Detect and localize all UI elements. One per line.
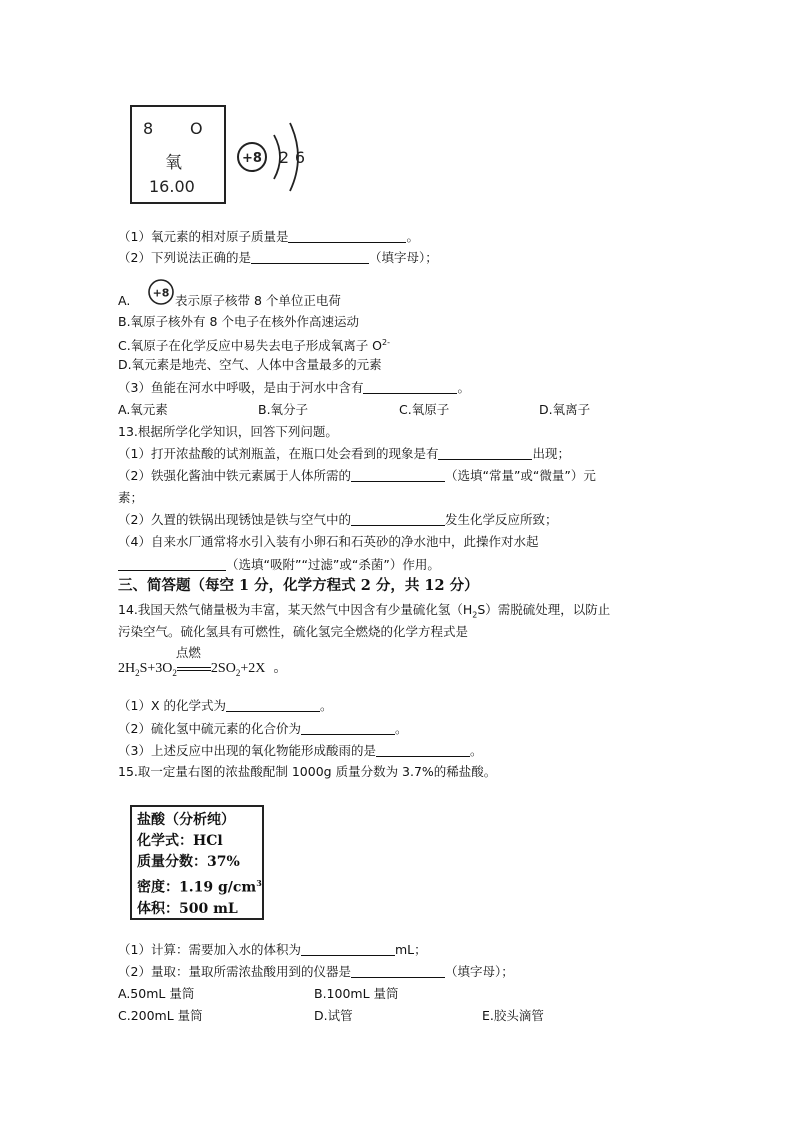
answer-blank[interactable] [226,697,320,712]
reaction-condition: 点燃 [175,644,201,660]
q13-part3: （2）久置的铁锅出现锈蚀是铁与空气中的 发生化学反应所致； [118,512,558,527]
answer-blank[interactable] [351,467,445,482]
q15-part2: （2）量取：量取所需浓盐酸用到的仪器是 （填字母）； [118,964,514,979]
label-density: 密度：1.19 $g/cm^3$ [137,878,262,896]
section-3-title: 三、简答题（每空 1 分，化学方程式 2 分，共 12 分） [118,577,479,594]
answer-blank[interactable] [118,556,226,571]
q13-title: 13.根据所学化学知识，回答下列问题。 [118,424,338,439]
choice-c: C.氧原子 [399,402,450,417]
choice-b: B.氧分子 [258,402,309,417]
q14-line2: 污染空气。硫化氢具有可燃性，硫化氢完全燃烧的化学方程式是 [118,624,469,639]
label-volume: 体积：500 mL [137,900,238,917]
answer-blank[interactable] [301,720,395,735]
q12-option-b: B.氧原子核外有 8 个电子在核外作高速运动 [118,314,359,329]
label-mass-fraction: 质量分数：37% [137,854,240,870]
q14-equation: $2H_2S+3O_2$ 点燃 $2SO_2+2X$ 。 [118,644,288,678]
hydrochloric-acid-label [130,805,264,920]
q15-option-a: A.50mL 量筒 [118,986,195,1001]
q12-part1: （1）氧元素的相对原子质量是 。 [118,229,419,244]
q14-line1: 14.我国天然气储量极为丰富，某天然气中因含有少量硫化氢$(H_2S)$需脱硫处理，以防止 [118,602,611,620]
q12-part2: （2）下列说法正确的是 （填字母）； [118,250,438,265]
answer-blank[interactable] [351,511,445,526]
q15-option-c: C.200mL 量筒 [118,1008,203,1023]
q13-part2-cont: 素； [118,490,144,505]
q13-part1: （1）打开浓盐酸的试剂瓶盖，在瓶口处会看到的现象是有 出现； [118,446,570,461]
q12-part3: （3）鱼能在河水中呼吸，是由于河水中含有 。 [118,380,470,395]
svg-text:+8: +8 [152,286,170,300]
choice-d: D.氧离子 [539,402,591,417]
q12-option-d: D.氧元素是地壳、空气、人体中含量最多的元素 [118,357,382,372]
label-name: 盐酸（分析纯） [137,812,235,828]
label-formula: 化学式：HCl [137,833,223,849]
answer-blank[interactable] [376,742,470,757]
q15-title: 15.取一定量右图的浓盐酸配制 1000g 质量分数为 3.7%的稀盐酸。 [118,764,497,779]
atomic-number: 8 [143,119,154,138]
oxygen-element-card [130,105,226,204]
answer-blank[interactable] [363,379,457,394]
answer-blank[interactable] [438,445,532,460]
q12-option-a-text: 表示原子核带 8 个单位正电荷 [175,293,341,308]
q15-option-e: E.胶头滴管 [482,1008,544,1023]
answer-blank[interactable] [351,963,445,978]
element-symbol: O [190,119,203,138]
answer-blank[interactable] [251,249,369,264]
q14-part3: （3）上述反应中出现的氧化物能形成酸雨的是 。 [118,743,483,758]
q13-part2: （2）铁强化酱油中铁元素属于人体所需的 （选填“常量”或“微量”）元 [118,468,596,483]
q13-part4: （4）自来水厂通常将水引入装有小卵石和石英砂的净水池中，此操作对水起 [118,534,539,549]
relative-atomic-mass: 16.00 [149,177,195,196]
q13-part4-cont: （选填“吸附”“过滤”或“杀菌”）作用。 [118,556,440,574]
q14-part1: （1）X 的化学式为 。 [118,698,333,713]
shell-2-electrons: 6 [294,148,306,167]
element-name: 氧 [165,153,182,173]
q15-part1: （1）计算：需要加入水的体积为 mL； [118,942,427,957]
nucleus-symbol-icon [147,278,175,306]
q15-option-d: D.试管 [314,1008,353,1023]
q14-part2: （2）硫化氢中硫元素的化合价为 。 [118,721,408,736]
q12-option-a: A. [118,293,131,308]
oxygen-atom-structure-diagram [232,115,322,195]
nucleus-charge: +8 [242,151,262,166]
answer-blank[interactable] [288,228,406,243]
reaction-condition-arrow [175,644,211,676]
q12-option-c: C.氧原子在化学反应中易失去电子形成氧离子 $O^{2-}$ [118,338,390,354]
q15-option-b: B.100mL 量筒 [314,986,399,1001]
shell-1-electrons: 2 [278,148,290,167]
choice-a: A.氧元素 [118,402,168,417]
answer-blank[interactable] [301,941,395,956]
